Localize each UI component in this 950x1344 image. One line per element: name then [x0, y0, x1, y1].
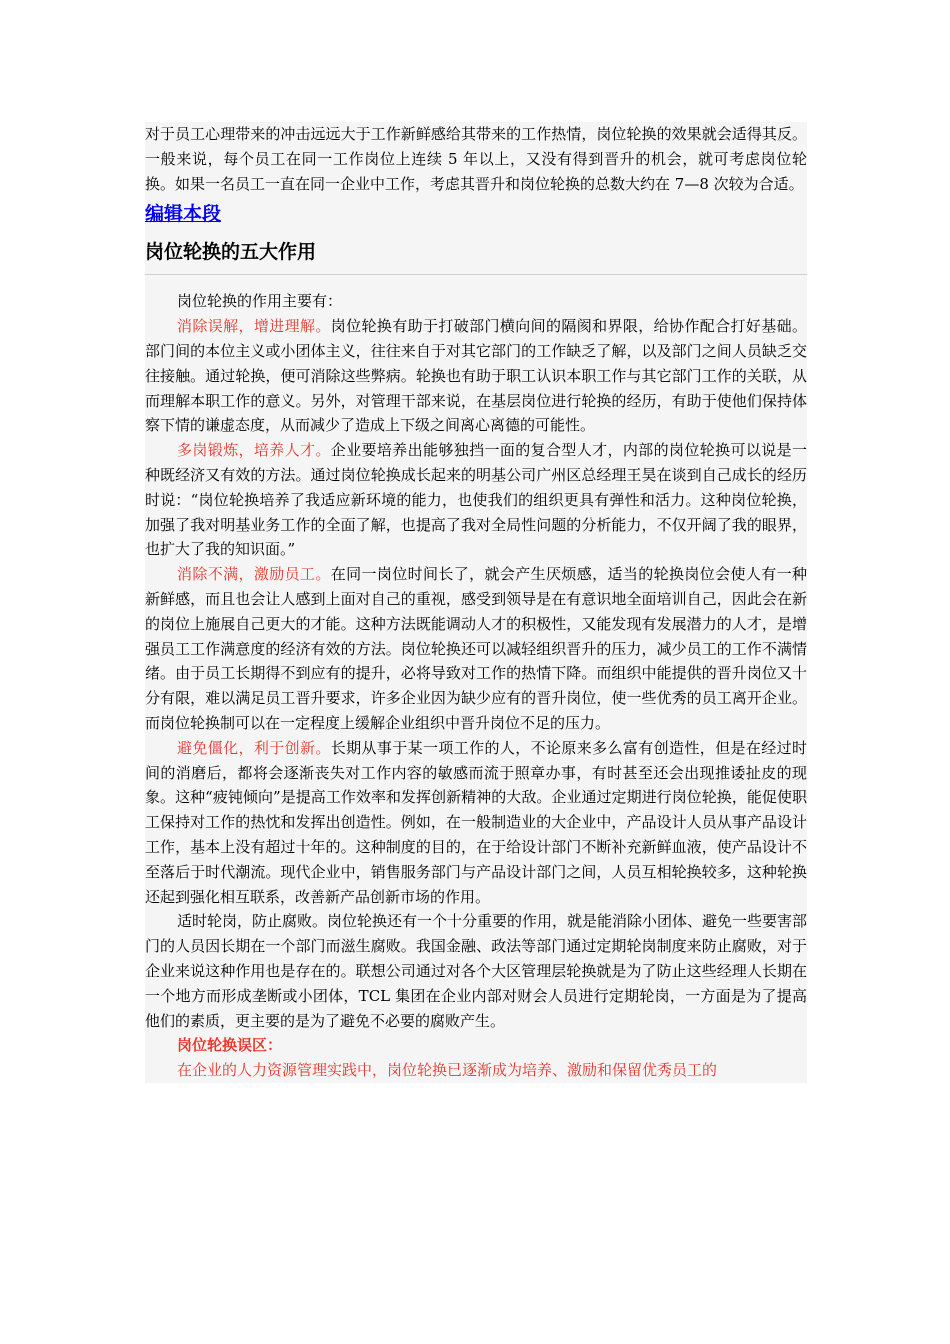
point-paragraph-3 [145, 562, 807, 736]
section-title: 岗位轮换的五大作用 [145, 228, 807, 275]
point-paragraph-1 [145, 314, 807, 438]
edit-section-link[interactable]: 编辑本段 [145, 203, 222, 226]
point-paragraph-2 [145, 438, 807, 562]
misconception-paragraph: 在企业的人力资源管理实践中，岗位轮换已逐渐成为培养、激励和保留优秀员工的 [177, 1061, 718, 1080]
point-heading-2: 多岗锻炼，培养人才。 [177, 441, 331, 460]
intro-paragraph: 对于员工心理带来的冲击远远大于工作新鲜感给其带来的工作热情，岗位轮换的效果就会适得其反。一般来说，每个员工在同一工作岗位上连续 5 年以上，又没有得到晋升的机会，就可考虑岗位轮换。如果一名员工一直在同一企业中工作，考虑其晋升和岗位轮换的总数大约在 7—8 次较为合适。 [145, 125, 807, 193]
lead-paragraph: 岗位轮换的作用主要有： [177, 292, 343, 311]
point-text-1: 岗位轮换有助于打破部门横向间的隔阂和界限，给协作配合打好基础。部门间的本位主义或小团体主义，往往来自于对其它部门的工作缺乏了解，以及部门之间人员缺乏交往接触。通过轮换，便可消除这些弊病。轮换也有助于职工认识本职工作与其它部门工作的关联，从而理解本职工作的意义。另外，对管理干部来说，在基层岗位进行轮换的经历，有助于使他们保持体察下情的谦虚态度，从而减少了造成上下级之间离心离德的可能性。 [145, 317, 807, 435]
point-text-4: 长期从事于某一项工作的人，不论原来多么富有创造性，但是在经过时间的消磨后，都将会逐渐丧失对工作内容的敏感而流于照章办事，有时甚至还会出现推诿扯皮的现象。这种“疲钝倾向”是提高工作效率和发挥创新精神的大敌。企业通过定期进行岗位轮换，能促使职工保持对工作的热忱和发挥出创造性。例如，在一般制造业的大企业中，产品设计人员从事产品设计工作，基本上没有超过十年的。这种制度的目的，在于给设计部门不断补充新鲜血液，使产品设计不至落后于时代潮流。现代企业中，销售服务部门与产品设计部门之间，人员互相轮换较多，这种轮换还起到强化相互联系，改善新产品创新市场的作用。 [145, 738, 807, 906]
point-text-3: 在同一岗位时间长了，就会产生厌烦感，适当的轮换岗位会使人有一种新鲜感，而且也会让人感到上面对自己的重视，感受到领导是在有意识地全面培训自己，因此会在新的岗位上施展自己更大的才能。这种方法既能调动人才的积极性，又能发现有发展潜力的人才，是增强员工工作满意度的经济有效的方法。岗位轮换还可以减轻组织晋升的压力，减少员工的工作不满情绪。由于员工长期得不到应有的提升，必将导致对工作的热情下降。而组织中能提供的晋升岗位又十分有限，难以满足员工晋升要求，许多企业因为缺少应有的晋升岗位，使一些优秀的员工离开企业。而岗位轮换制可以在一定程度上缓解企业组织中晋升岗位不足的压力。 [145, 565, 807, 732]
misconception-heading: 岗位轮换误区： [177, 1036, 283, 1055]
section-spacer [145, 275, 807, 289]
point-heading-3: 消除不满，激励员工。 [177, 565, 331, 584]
point-text-5: 适时轮岗，防止腐败。岗位轮换还有一个十分重要的作用，就是能消除小团体、避免一些要害部门的人员因长期在一个部门而滋生腐败。我国金融、政法等部门通过定期轮岗制度来防止腐败，对于企业来说这种作用也是存在的。联想公司通过对各个大区管理层轮换就是为了防止这些经理人长期在一个地方而形成垄断或小团体，TCL 集团在企业内部对财会人员进行定期轮岗，一方面是为了提高他们的素质，更主要的是为了避免不必要的腐败产生。 [145, 912, 808, 1030]
point-heading-4: 避免僵化，利于创新。 [177, 738, 331, 757]
point-text-2: 企业要培养出能够独挡一面的复合型人才，内部的岗位轮换可以说是一种既经济又有效的方法。通过岗位轮换成长起来的明基公司广州区总经理王昊在谈到自己成长的经历时说：“岗位轮换培养了我适应新环境的能力，也使我们的组织更具有弹性和活力。这种岗位轮换，加强了我对明基业务工作的全面了解，也提高了我对全局性问题的分析能力，不仅开阔了我的眼界，也扩大了我的知识面。” [145, 441, 807, 559]
point-paragraph-4 [145, 736, 807, 910]
document-page [145, 122, 807, 1083]
point-paragraph-5 [145, 909, 807, 1033]
point-heading-1: 消除误解，增进理解。 [177, 317, 331, 336]
misconception-heading-paragraph [145, 1033, 807, 1058]
